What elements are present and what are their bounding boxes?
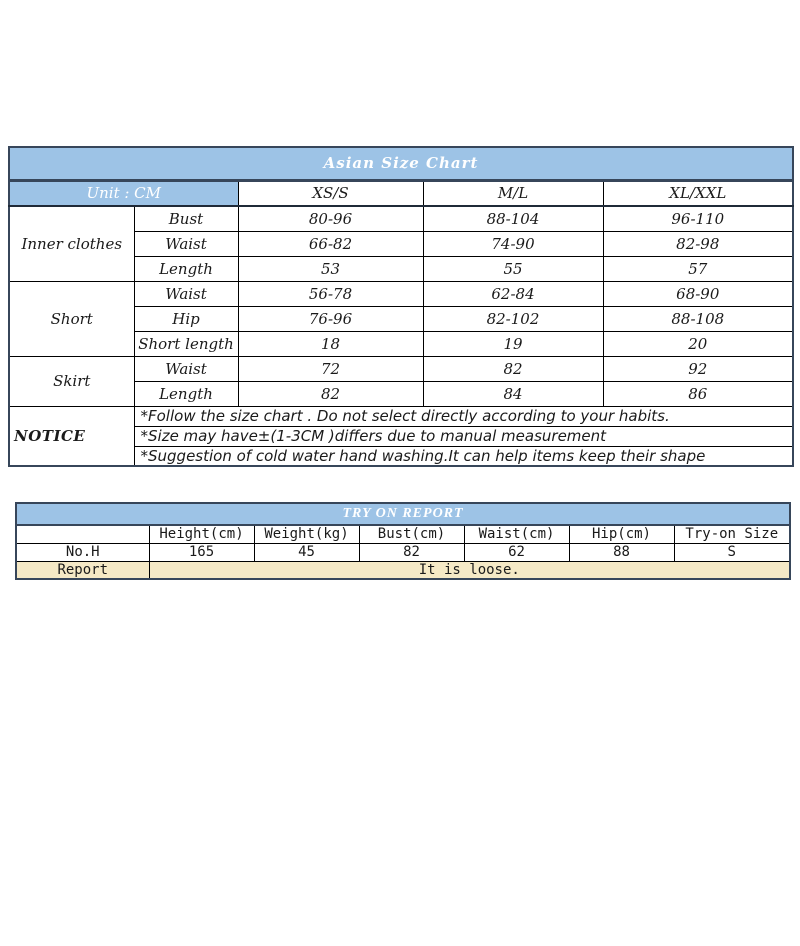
try-on-col-bust: Bust(cm) bbox=[359, 525, 464, 543]
try-on-col-weight: Weight(kg) bbox=[254, 525, 359, 543]
try-on-col-hip: Hip(cm) bbox=[569, 525, 674, 543]
table-row bbox=[9, 406, 793, 426]
try-on-value-bust: 82 bbox=[359, 543, 464, 561]
measure-label: Length bbox=[134, 381, 238, 406]
size-value-cell: 56-78 bbox=[238, 281, 423, 306]
size-value-cell: 53 bbox=[238, 256, 423, 281]
size-value-cell: 55 bbox=[423, 256, 603, 281]
measure-label: Hip bbox=[134, 306, 238, 331]
size-value-cell: 88-108 bbox=[603, 306, 793, 331]
try-on-report-title: TRY ON REPORT bbox=[16, 503, 790, 525]
try-on-value-waist: 62 bbox=[464, 543, 569, 561]
try-on-col-size: Try-on Size bbox=[674, 525, 790, 543]
report-comment: It is loose. bbox=[149, 561, 790, 579]
size-value-cell: 88-104 bbox=[423, 206, 603, 231]
size-value-cell: 86 bbox=[603, 381, 793, 406]
measure-label: Waist bbox=[134, 281, 238, 306]
try-on-value-size: S bbox=[674, 543, 790, 561]
size-header-xs-s: XS/S bbox=[238, 180, 423, 206]
size-value-cell: 82 bbox=[238, 381, 423, 406]
size-value-cell: 82-98 bbox=[603, 231, 793, 256]
size-value-cell: 18 bbox=[238, 331, 423, 356]
notice-line-3: *Suggestion of cold water hand washing.It can help items keep their shape bbox=[134, 446, 793, 466]
size-value-cell: 82-102 bbox=[423, 306, 603, 331]
size-value-cell: 68-90 bbox=[603, 281, 793, 306]
size-header-xl-xxl: XL/XXL bbox=[603, 180, 793, 206]
table-row bbox=[9, 356, 793, 381]
measure-label: Length bbox=[134, 256, 238, 281]
size-value-cell: 84 bbox=[423, 381, 603, 406]
size-value-cell: 92 bbox=[603, 356, 793, 381]
size-value-cell: 72 bbox=[238, 356, 423, 381]
try-on-report-table bbox=[15, 502, 791, 580]
try-on-title-row bbox=[16, 503, 790, 525]
size-chart-header-row bbox=[9, 180, 793, 206]
size-chart-title-row bbox=[9, 147, 793, 180]
size-value-cell: 82 bbox=[423, 356, 603, 381]
size-header-m-l: M/L bbox=[423, 180, 603, 206]
table-row bbox=[9, 206, 793, 231]
measure-label: Waist bbox=[134, 231, 238, 256]
size-value-cell: 76-96 bbox=[238, 306, 423, 331]
try-on-row-label: No.H bbox=[16, 543, 149, 561]
try-on-header-row bbox=[16, 525, 790, 543]
measure-label: Short length bbox=[134, 331, 238, 356]
measure-label: Waist bbox=[134, 356, 238, 381]
notice-line-1: *Follow the size chart . Do not select directly according to your habits. bbox=[134, 406, 793, 426]
category-short: Short bbox=[9, 281, 134, 356]
unit-label: Unit : CM bbox=[9, 180, 238, 206]
try-on-col-empty bbox=[16, 525, 149, 543]
size-value-cell: 20 bbox=[603, 331, 793, 356]
notice-label: NOTICE bbox=[9, 406, 134, 466]
size-value-cell: 74-90 bbox=[423, 231, 603, 256]
asian-size-chart-table bbox=[8, 146, 794, 467]
try-on-value-hip: 88 bbox=[569, 543, 674, 561]
try-on-value-height: 165 bbox=[149, 543, 254, 561]
try-on-col-waist: Waist(cm) bbox=[464, 525, 569, 543]
notice-line-2: *Size may have±(1-3CM )differs due to manual measurement bbox=[134, 426, 793, 446]
try-on-col-height: Height(cm) bbox=[149, 525, 254, 543]
size-value-cell: 57 bbox=[603, 256, 793, 281]
category-inner-clothes: Inner clothes bbox=[9, 206, 134, 281]
size-value-cell: 96-110 bbox=[603, 206, 793, 231]
report-row-label: Report bbox=[16, 561, 149, 579]
category-skirt: Skirt bbox=[9, 356, 134, 406]
size-value-cell: 80-96 bbox=[238, 206, 423, 231]
try-on-value-weight: 45 bbox=[254, 543, 359, 561]
size-value-cell: 19 bbox=[423, 331, 603, 356]
table-row bbox=[16, 543, 790, 561]
table-row bbox=[9, 281, 793, 306]
size-value-cell: 66-82 bbox=[238, 231, 423, 256]
size-value-cell: 62-84 bbox=[423, 281, 603, 306]
measure-label: Bust bbox=[134, 206, 238, 231]
table-row bbox=[16, 561, 790, 579]
size-chart-title: Asian Size Chart bbox=[9, 147, 793, 180]
